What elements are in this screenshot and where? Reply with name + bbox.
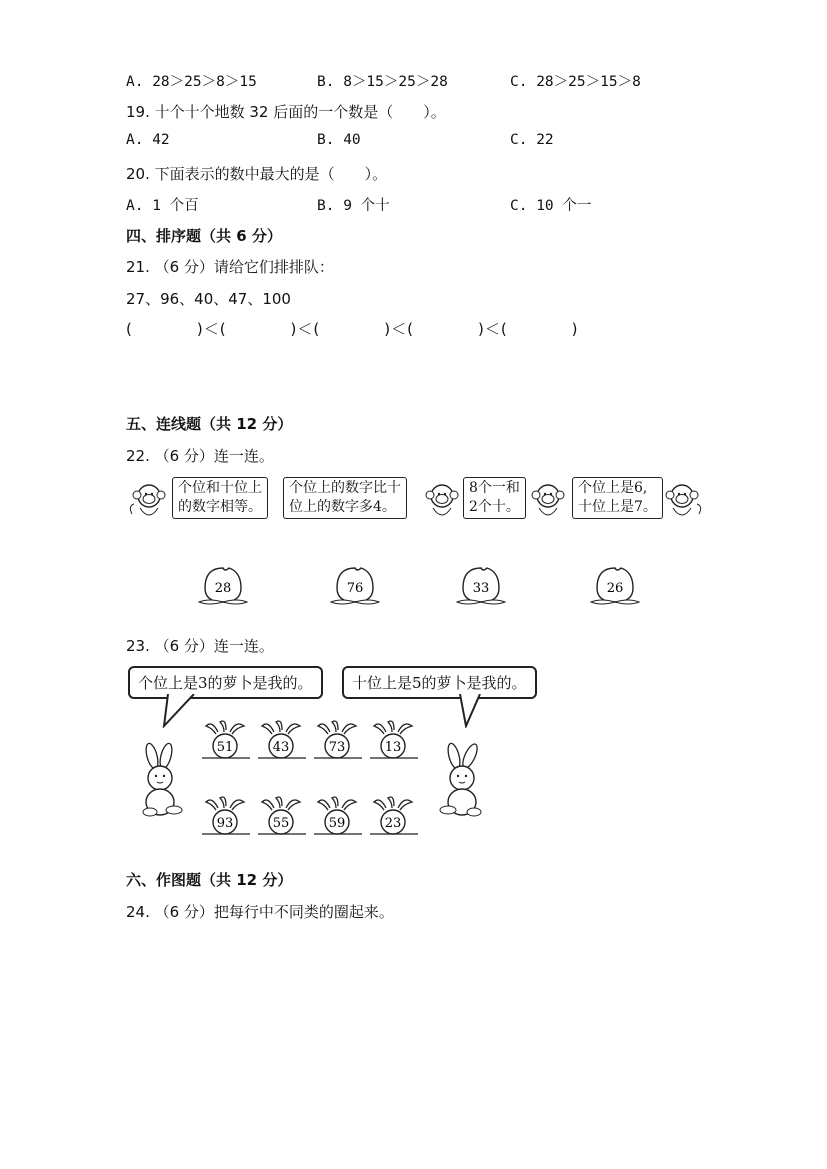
peach-number: 28 <box>214 581 232 596</box>
clue-box <box>572 477 663 519</box>
clue-box-line: 8个一和 <box>469 480 520 496</box>
q21-numbers: 27、96、40、47、100 <box>126 290 291 308</box>
monkey-icon <box>421 482 463 522</box>
radish-icon <box>312 794 364 844</box>
q24-stem: 24. （6 分）把每行中不同类的圈起来。 <box>126 903 394 921</box>
q21-answer-blanks: ( )＜( )＜( )＜( )＜( ) <box>126 320 579 338</box>
q19-option-a: A. 42 <box>126 132 170 148</box>
q18-option-a: A. 28＞25＞8＞15 <box>126 74 257 90</box>
radish-icon <box>200 794 252 844</box>
clue-box <box>172 477 268 519</box>
q19-option-c: C. 22 <box>510 132 554 148</box>
radish-icon <box>368 718 420 768</box>
q23-stem: 23. （6 分）连一连。 <box>126 637 274 655</box>
section6-title: 六、作图题（共 12 分） <box>126 871 293 889</box>
radish-number: 43 <box>272 740 290 755</box>
section4-title: 四、排序题（共 6 分） <box>126 227 282 245</box>
section5-title: 五、连线题（共 12 分） <box>126 415 293 433</box>
peach-icon <box>587 562 643 610</box>
rabbit-icon <box>130 742 190 818</box>
speech-bubble-left: 个位上是3的萝卜是我的。 <box>128 666 323 699</box>
peach-number: 76 <box>346 581 364 596</box>
radish-number: 51 <box>216 740 234 755</box>
radish-number: 73 <box>328 740 346 755</box>
q19-option-b: B. 40 <box>317 132 361 148</box>
rabbit-icon <box>432 742 492 818</box>
q20-option-c: C. 10 个一 <box>510 198 592 214</box>
radish-number: 55 <box>272 816 290 831</box>
q22-stem: 22. （6 分）连一连。 <box>126 447 274 465</box>
clue-box-line: 个位上是6, <box>578 480 648 496</box>
radish-number: 23 <box>384 816 402 831</box>
radish-icon <box>200 718 252 768</box>
radish-number: 13 <box>384 740 402 755</box>
clue-box <box>463 477 526 519</box>
q20-option-b: B. 9 个十 <box>317 198 390 214</box>
clue-box-line: 的数字相等。 <box>178 499 262 515</box>
q18-option-b: B. 8＞15＞25＞28 <box>317 74 448 90</box>
monkey-icon <box>128 482 170 522</box>
clue-box-line: 2个十。 <box>469 499 520 515</box>
q20-option-a: A. 1 个百 <box>126 198 199 214</box>
monkey-icon <box>527 482 569 522</box>
q19-stem: 19. 十个十个地数 32 后面的一个数是（ ）。 <box>126 103 446 121</box>
radish-icon <box>368 794 420 844</box>
radish-icon <box>256 718 308 768</box>
q18-option-c: C. 28＞25＞15＞8 <box>510 74 641 90</box>
clue-box <box>283 477 407 519</box>
clue-box-line: 位上的数字多4。 <box>289 499 396 515</box>
peach-icon <box>195 562 251 610</box>
peach-number: 26 <box>606 581 624 596</box>
clue-box-line: 个位上的数字比十 <box>289 480 401 496</box>
peach-icon <box>453 562 509 610</box>
clue-box-line: 十位上是7。 <box>578 499 657 515</box>
peach-icon <box>327 562 383 610</box>
bubble-tail <box>160 694 200 728</box>
clue-box-line: 个位和十位上 <box>178 480 262 496</box>
q21-stem: 21. （6 分）请给它们排排队： <box>126 258 334 276</box>
radish-icon <box>256 794 308 844</box>
radish-number: 59 <box>328 816 346 831</box>
bubble-tail <box>458 694 484 728</box>
speech-bubble-right: 十位上是5的萝卜是我的。 <box>342 666 537 699</box>
radish-icon <box>312 718 364 768</box>
radish-number: 93 <box>216 816 234 831</box>
q20-stem: 20. 下面表示的数中最大的是（ ）。 <box>126 165 388 183</box>
peach-number: 33 <box>472 581 490 596</box>
monkey-icon <box>661 482 703 522</box>
